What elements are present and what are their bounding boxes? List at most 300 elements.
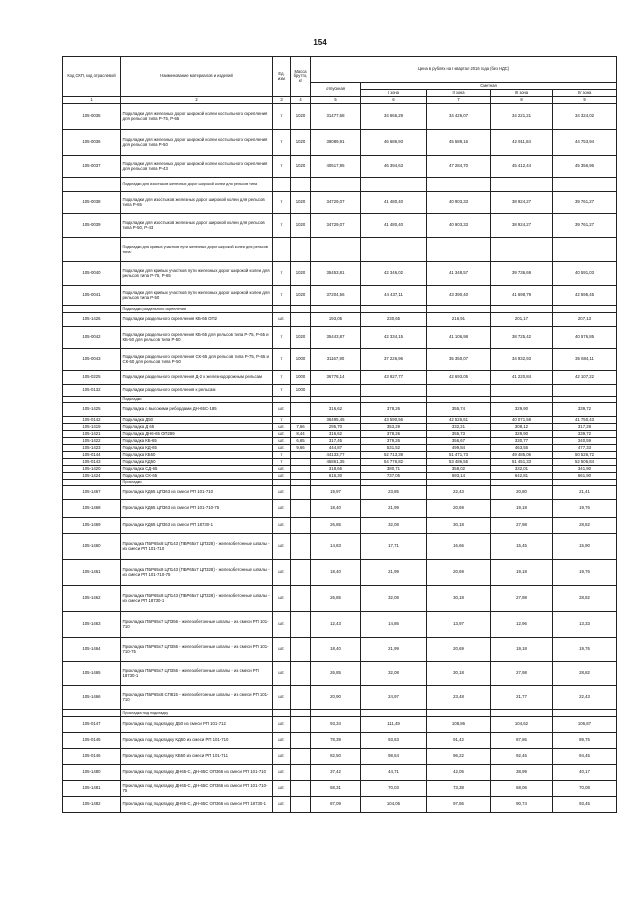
mass-cell (291, 466, 311, 473)
zone-3-price-cell: 104,62 (491, 717, 553, 733)
zone-1-price-cell: 111,49 (361, 717, 427, 733)
empty-cell (361, 306, 427, 313)
table-row (63, 662, 617, 686)
name-cell: Прокладка ПБР65х8 СП815 - железобетонные шпалы - из смеси РП 101-710 (121, 686, 273, 710)
name-cell: Подкладка Д 65 (121, 424, 273, 431)
name-cell: Подкладки для изостыков железных дорог широкой колеи для рельсов типа Р-65 (121, 192, 273, 214)
zone-1-price-cell: 21,99 (361, 500, 427, 518)
release-price-cell (311, 385, 361, 397)
code-cell: 105-0037 (63, 156, 121, 178)
page-number: 154 (313, 38, 327, 47)
name-cell: Прокладка ПБР65х7 ЦП356 - железобетонные шпалы - из смеси РП 18730-1 (121, 662, 273, 686)
empty-cell (553, 178, 617, 192)
zone-2-price-cell: 42,05 (427, 765, 491, 781)
zone-3-price-cell: 329,90 (491, 431, 553, 438)
zone-1-price-cell: 17,71 (361, 534, 427, 560)
header-mass: Масса брутто, кг (291, 57, 311, 97)
mass-cell (291, 403, 311, 417)
mass-cell: 7,66 (291, 424, 311, 431)
group-title: Подкладки раздельного скрепления (121, 306, 273, 313)
column-index: 5 (311, 97, 361, 104)
zone-2-price-cell: 20,69 (427, 638, 491, 662)
name-cell: Прокладка ПБР65х8 ЦП143 (ПБР65х7 ЦП328) - железобетонные шпалы - из смеси РП 18730-1 (121, 586, 273, 612)
mass-cell: 1020 (291, 286, 311, 306)
zone-3-price-cell: 38,99 (491, 765, 553, 781)
name-cell: Прокладка КД65 ЦП363 из смеси РП 101-710 (121, 486, 273, 500)
unit-cell: т (273, 192, 291, 214)
release-price-cell: 40517,95 (311, 156, 361, 178)
mass-cell (291, 560, 311, 586)
mass-cell (291, 518, 311, 534)
zone-2-price-cell: 34 426,07 (427, 104, 491, 130)
zone-1-price-cell: 230,65 (361, 313, 427, 327)
table-row (63, 486, 617, 500)
release-price-cell: 35443,87 (311, 327, 361, 349)
name-cell: Прокладка ПБР65х7 ЦП356 - железобетонные шпалы - из смеси РП 101-710 (121, 612, 273, 638)
zone-3-price-cell: 19,18 (491, 500, 553, 518)
unit-cell: т (273, 286, 291, 306)
header-unit: Ед. изм (273, 57, 291, 97)
table-row (63, 466, 617, 473)
unit-cell: шт. (273, 686, 291, 710)
zone-3-price-cell: 642,81 (491, 473, 553, 480)
mass-cell (291, 486, 311, 500)
code-cell: 105-0225 (63, 371, 121, 385)
column-index: 1 (63, 97, 121, 104)
zone-3-price-cell: 332,01 (491, 466, 553, 473)
unit-cell: шт. (273, 445, 291, 452)
zone-4-price-cell: 40 576,85 (553, 327, 617, 349)
release-price-cell: 14,83 (311, 534, 361, 560)
zone-1-price-cell: 32,08 (361, 586, 427, 612)
name-cell: Прокладка ПБР65х8 ЦП143 (ПБР65х7 ЦП328) - железобетонные шпалы - из смеси РП 101-710 (121, 534, 273, 560)
zone-3-price-cell: 41 698,79 (491, 286, 553, 306)
unit-cell: т (273, 262, 291, 286)
zone-4-price-cell: 50 526,72 (553, 452, 617, 459)
code-cell: 105-1422 (63, 438, 121, 445)
code-cell: 105-1463 (63, 612, 121, 638)
zone-2-price-cell: 97,86 (427, 797, 491, 813)
empty-cell (361, 238, 427, 262)
zone-4-price-cell: 35 684,11 (553, 349, 617, 371)
mass-cell (291, 417, 311, 424)
mass-cell: 1020 (291, 214, 311, 238)
zone-2-price-cell: 51 471,73 (427, 452, 491, 459)
column-index: 9 (553, 97, 617, 104)
zone-1-price-cell: 34 666,29 (361, 104, 427, 130)
name-cell: Прокладка под подкладку ДН65-С, ДН-65С ОП366 из смеси РП 18730-1 (121, 797, 273, 813)
unit-cell: т (273, 459, 291, 466)
table-row (63, 431, 617, 438)
name-cell: Прокладка под подкладку КБ50 из смеси РП 101-711 (121, 749, 273, 765)
release-price-cell: 36778,14 (311, 371, 361, 385)
mass-cell (291, 586, 311, 612)
zone-2-price-cell: 358,02 (427, 466, 491, 473)
empty-cell (311, 238, 361, 262)
release-price-cell: 444,87 (311, 445, 361, 452)
zone-2-price-cell: 13,97 (427, 612, 491, 638)
release-price-cell: 58,31 (311, 781, 361, 797)
release-price-cell: 295,70 (311, 424, 361, 431)
mass-cell (291, 733, 311, 749)
release-price-cell: 18,40 (311, 560, 361, 586)
header-code: Код СКП, код отраслевой (63, 57, 121, 97)
zone-1-price-cell: 42 334,15 (361, 327, 427, 349)
unit-cell: шт. (273, 313, 291, 327)
table-row (63, 286, 617, 306)
name-cell: Прокладка КД65 ЦП363 из смеси РП 18730-1 (121, 518, 273, 534)
unit-cell: т (273, 385, 291, 397)
mass-cell (291, 459, 311, 466)
code-cell: 105-1468 (63, 500, 121, 518)
table-row (63, 313, 617, 327)
unit-cell: шт. (273, 431, 291, 438)
zone-3-price-cell: 42 911,84 (491, 130, 553, 156)
zone-4-price-cell: 339,72 (553, 403, 617, 417)
zone-2-price-cell: 108,86 (427, 717, 491, 733)
release-price-cell: 616,30 (311, 473, 361, 480)
zone-3-price-cell: 38 924,27 (491, 192, 553, 214)
zone-1-price-cell: 380,71 (361, 466, 427, 473)
code-cell: 105-0132 (63, 385, 121, 397)
zone-4-price-cell: 28,82 (553, 662, 617, 686)
code-cell: 105-0146 (63, 749, 121, 765)
unit-cell: т (273, 371, 291, 385)
table-row (63, 214, 617, 238)
zone-4-price-cell: 42 595,45 (553, 286, 617, 306)
group-title: Прокладки (121, 480, 273, 486)
zone-3-price-cell (491, 385, 553, 397)
code-cell: 105-0147 (63, 717, 121, 733)
column-index: 7 (427, 97, 491, 104)
zone-1-price-cell: 353,29 (361, 424, 427, 431)
name-cell: Прокладка под подкладку ДН65-С, ДН-65С ОП366 из смеси РП 101-710-75 (121, 781, 273, 797)
zone-1-price-cell: 104,06 (361, 797, 427, 813)
name-cell: Подкладка КБ-65 (121, 438, 273, 445)
zone-1-price-cell: 46 686,93 (361, 130, 427, 156)
zone-4-price-cell: 40 591,03 (553, 262, 617, 286)
unit-cell: т (273, 130, 291, 156)
zone-4-price-cell: 89,75 (553, 733, 617, 749)
zone-1-price-cell: 378,26 (361, 431, 427, 438)
release-price-cell: 26,85 (311, 518, 361, 534)
release-price-cell: 34729,07 (311, 214, 361, 238)
zone-4-price-cell: 19,76 (553, 638, 617, 662)
table-row (63, 192, 617, 214)
table-row (63, 424, 617, 431)
mass-cell (291, 638, 311, 662)
code-cell: 105-0145 (63, 733, 121, 749)
group-title: Прокладка под подкладку (121, 710, 273, 717)
zone-4-price-cell: 19,76 (553, 560, 617, 586)
release-price-cell: 39089,91 (311, 130, 361, 156)
name-cell: Подкладки раздельного скрепления к рельсам (121, 385, 273, 397)
name-cell: Подкладки раздельного скрепления КБ-65 ОП2 (121, 313, 273, 327)
mass-cell (291, 534, 311, 560)
zone-1-price-cell: 43 927,77 (361, 371, 427, 385)
release-price-cell: 45861,35 (311, 459, 361, 466)
mass-cell (291, 797, 311, 813)
code-cell (63, 710, 121, 717)
mass-cell: 1020 (291, 192, 311, 214)
mass-cell: 1020 (291, 327, 311, 349)
code-cell: 105-0142 (63, 417, 121, 424)
release-price-cell: 19,97 (311, 486, 361, 500)
zone-4-price-cell: 45 356,96 (553, 156, 617, 178)
zone-2-price-cell: 332,21 (427, 424, 491, 431)
column-index: 3 (273, 97, 291, 104)
zone-3-price-cell: 21,77 (491, 686, 553, 710)
code-cell: 105-1465 (63, 662, 121, 686)
release-price-cell: 44133,77 (311, 452, 361, 459)
mass-cell: 8,44 (291, 431, 311, 438)
name-cell: Подкладки для кривых участков пути железных дорог широкой колеи для рельсов типа Р-75, Р-65 (121, 262, 273, 286)
unit-cell: шт. (273, 403, 291, 417)
unit-cell: т (273, 349, 291, 371)
zone-3-price-cell: 12,96 (491, 612, 553, 638)
zone-1-price-cell: 379,26 (361, 438, 427, 445)
release-price-cell: 316,62 (311, 431, 361, 438)
name-cell: Подкладка Д50 (121, 417, 273, 424)
release-price-cell: 78,39 (311, 733, 361, 749)
release-price-cell: 35453,81 (311, 262, 361, 286)
code-cell: 105-1464 (63, 638, 121, 662)
zone-2-price-cell: 30,18 (427, 518, 491, 534)
zone-4-price-cell: 93,45 (553, 797, 617, 813)
code-cell (63, 306, 121, 313)
empty-cell (273, 710, 291, 717)
zone-3-price-cell: 87,86 (491, 733, 553, 749)
zone-1-price-cell: 44 437,11 (361, 286, 427, 306)
zone-1-price-cell: 24,97 (361, 686, 427, 710)
zone-3-price-cell: 38 924,27 (491, 214, 553, 238)
zone-2-price-cell: 216,91 (427, 313, 491, 327)
column-index: 8 (491, 97, 553, 104)
zone-1-price-cell: 93,63 (361, 733, 427, 749)
table-row (63, 438, 617, 445)
code-cell (63, 178, 121, 192)
zone-1-price-cell: 46 394,63 (361, 156, 427, 178)
mass-cell: 1000 (291, 385, 311, 397)
zone-2-price-cell: 43 390,40 (427, 286, 491, 306)
empty-cell (427, 710, 491, 717)
unit-cell: шт. (273, 662, 291, 686)
zone-4-price-cell: 19,76 (553, 500, 617, 518)
code-cell: 105-1460 (63, 534, 121, 560)
column-index: 6 (361, 97, 427, 104)
empty-cell (491, 178, 553, 192)
empty-cell (553, 710, 617, 717)
empty-cell (291, 306, 311, 313)
zone-2-price-cell: 73,38 (427, 781, 491, 797)
name-cell: Подкладки для железных дорог широкой колеи костыльного скрепления для рельсов типа Р-50 (121, 130, 273, 156)
header-price-group: Цена в рублях на I квартал 2016 года (без НДС) (311, 57, 617, 83)
zone-2-price-cell: 20,69 (427, 560, 491, 586)
empty-cell (427, 306, 491, 313)
zone-1-price-cell: 41 480,40 (361, 214, 427, 238)
zone-4-price-cell: 34 324,02 (553, 104, 617, 130)
release-price-cell: 34729,07 (311, 192, 361, 214)
zone-4-price-cell: 21,41 (553, 486, 617, 500)
unit-cell: шт. (273, 638, 291, 662)
zone-3-price-cell: 40 071,58 (491, 417, 553, 424)
unit-cell: шт. (273, 518, 291, 534)
zone-1-price-cell: 21,99 (361, 638, 427, 662)
code-cell: 105-1462 (63, 586, 121, 612)
zone-3-price-cell: 34 221,21 (491, 104, 553, 130)
table-row (63, 534, 617, 560)
release-price-cell: 20,90 (311, 686, 361, 710)
unit-cell: шт. (273, 424, 291, 431)
mass-cell: 1000 (291, 371, 311, 385)
code-cell: 105-0041 (63, 286, 121, 306)
empty-cell (553, 306, 617, 313)
zone-4-price-cell: 339,72 (553, 431, 617, 438)
table-row (63, 459, 617, 466)
name-cell: Прокладка ПБР65х7 ЦП356 - железобетонные шпалы - из смеси РП 101-710-75 (121, 638, 273, 662)
code-cell: 105-1424 (63, 473, 121, 480)
name-cell: Подкладка КБ50 (121, 452, 273, 459)
mass-cell (291, 452, 311, 459)
unit-cell: шт. (273, 733, 291, 749)
empty-cell (361, 178, 427, 192)
zone-1-price-cell: 737,05 (361, 473, 427, 480)
zone-3-price-cell: 27,98 (491, 586, 553, 612)
group-row (63, 178, 617, 192)
zone-4-price-cell (553, 385, 617, 397)
code-cell: 105-0040 (63, 262, 121, 286)
empty-cell (553, 238, 617, 262)
table-row (63, 403, 617, 417)
name-cell: Подкладки для железных дорог широкой колеи костыльного скрепления для рельсов типа Р-75, Р-65 (121, 104, 273, 130)
table-row (63, 749, 617, 765)
zone-3-price-cell: 308,12 (491, 424, 553, 431)
empty-cell (273, 306, 291, 313)
release-price-cell: 93,34 (311, 717, 361, 733)
zone-2-price-cell: 20,69 (427, 500, 491, 518)
release-price-cell: 318,65 (311, 466, 361, 473)
mass-cell (291, 473, 311, 480)
zone-2-price-cell: 355,73 (427, 431, 491, 438)
table-row (63, 349, 617, 371)
zone-3-price-cell: 329,90 (491, 403, 553, 417)
zone-4-price-cell: 28,82 (553, 518, 617, 534)
unit-cell: т (273, 214, 291, 238)
release-price-cell: 87,09 (311, 797, 361, 813)
mass-cell (291, 500, 311, 518)
release-price-cell: 316,62 (311, 403, 361, 417)
release-price-cell: 18,40 (311, 638, 361, 662)
zone-2-price-cell: 91,42 (427, 733, 491, 749)
unit-cell: шт. (273, 797, 291, 813)
code-cell: 105-1481 (63, 781, 121, 797)
release-price-cell: 12,43 (311, 612, 361, 638)
table-row (63, 733, 617, 749)
zone-2-price-cell: 96,22 (427, 749, 491, 765)
unit-cell: шт. (273, 560, 291, 586)
code-cell (63, 238, 121, 262)
table-row (63, 371, 617, 385)
code-cell: 105-1467 (63, 486, 121, 500)
table-row (63, 638, 617, 662)
zone-3-price-cell: 41 220,84 (491, 371, 553, 385)
zone-4-price-cell: 477,33 (553, 445, 617, 452)
zone-2-price-cell: 499,84 (427, 445, 491, 452)
zone-3-price-cell: 49 485,06 (491, 452, 553, 459)
release-price-cell: 37,42 (311, 765, 361, 781)
empty-cell (311, 710, 361, 717)
group-title: Подкладки для кривых участков пути железных дорог широкой колеи для рельсов типа: (121, 238, 273, 262)
name-cell: Подкладки раздельного скрепления КБ-65 для рельсов типа Р-75, Р-65 и КБ-50 для рельсов типа Р-50 (121, 327, 273, 349)
empty-cell (311, 178, 361, 192)
name-cell: Подкладка КД50 (121, 459, 273, 466)
zone-2-price-cell (427, 385, 491, 397)
release-price-cell: 26,85 (311, 586, 361, 612)
zone-1-price-cell: 98,54 (361, 749, 427, 765)
table-row (63, 473, 617, 480)
code-cell: 105-1466 (63, 686, 121, 710)
zone-2-price-cell: 356,67 (427, 438, 491, 445)
header-zone-1: I зона (361, 90, 427, 97)
group-title: Подкладки для изостыков железных дорог широкой колеи для рельсов типа (121, 178, 273, 192)
unit-cell: шт. (273, 500, 291, 518)
table-row (63, 130, 617, 156)
mass-cell (291, 313, 311, 327)
zone-4-price-cell: 52 506,84 (553, 459, 617, 466)
table-row (63, 385, 617, 397)
table-row (63, 452, 617, 459)
name-cell: Подкладки для изостыков железных дорог широкой колеи для рельсов типа Р-50, Р-43 (121, 214, 273, 238)
code-cell: 105-0035 (63, 104, 121, 130)
unit-cell: т (273, 104, 291, 130)
zone-1-price-cell: 23,85 (361, 486, 427, 500)
unit-cell: шт. (273, 486, 291, 500)
zone-1-price-cell: 32,08 (361, 518, 427, 534)
release-price-cell: 193,05 (311, 313, 361, 327)
empty-cell (491, 306, 553, 313)
unit-cell: шт. (273, 473, 291, 480)
table-row (63, 445, 617, 452)
empty-cell (427, 238, 491, 262)
zone-3-price-cell: 68,06 (491, 781, 553, 797)
name-cell: Подкладка СК-65 (121, 473, 273, 480)
empty-cell (273, 178, 291, 192)
table-row (63, 262, 617, 286)
zone-2-price-cell: 22,43 (427, 486, 491, 500)
header-zone-4: IV зона (553, 90, 617, 97)
code-cell: 105-0039 (63, 214, 121, 238)
mass-cell (291, 717, 311, 733)
zone-4-price-cell: 15,90 (553, 534, 617, 560)
code-cell: 105-1423 (63, 445, 121, 452)
zone-4-price-cell: 106,87 (553, 717, 617, 733)
name-cell: Подкладки раздельного скрепления СК-65 для рельсов типа Р-75, Р-65 и СК-50 для рельсов типа Р-50 (121, 349, 273, 371)
table-body (63, 104, 617, 813)
unit-cell: шт. (273, 534, 291, 560)
release-price-cell: 18,40 (311, 500, 361, 518)
table-row (63, 686, 617, 710)
zone-1-price-cell: 531,52 (361, 445, 427, 452)
zone-1-price-cell: 14,86 (361, 612, 427, 638)
table-row (63, 717, 617, 733)
zone-2-price-cell: 355,74 (427, 403, 491, 417)
mass-cell: 1020 (291, 156, 311, 178)
unit-cell: т (273, 156, 291, 178)
code-cell: 105-1480 (63, 765, 121, 781)
unit-cell: шт. (273, 717, 291, 733)
name-cell: Подкладка ДН6-65 ОП289 (121, 431, 273, 438)
header-zone-2: II зона (427, 90, 491, 97)
